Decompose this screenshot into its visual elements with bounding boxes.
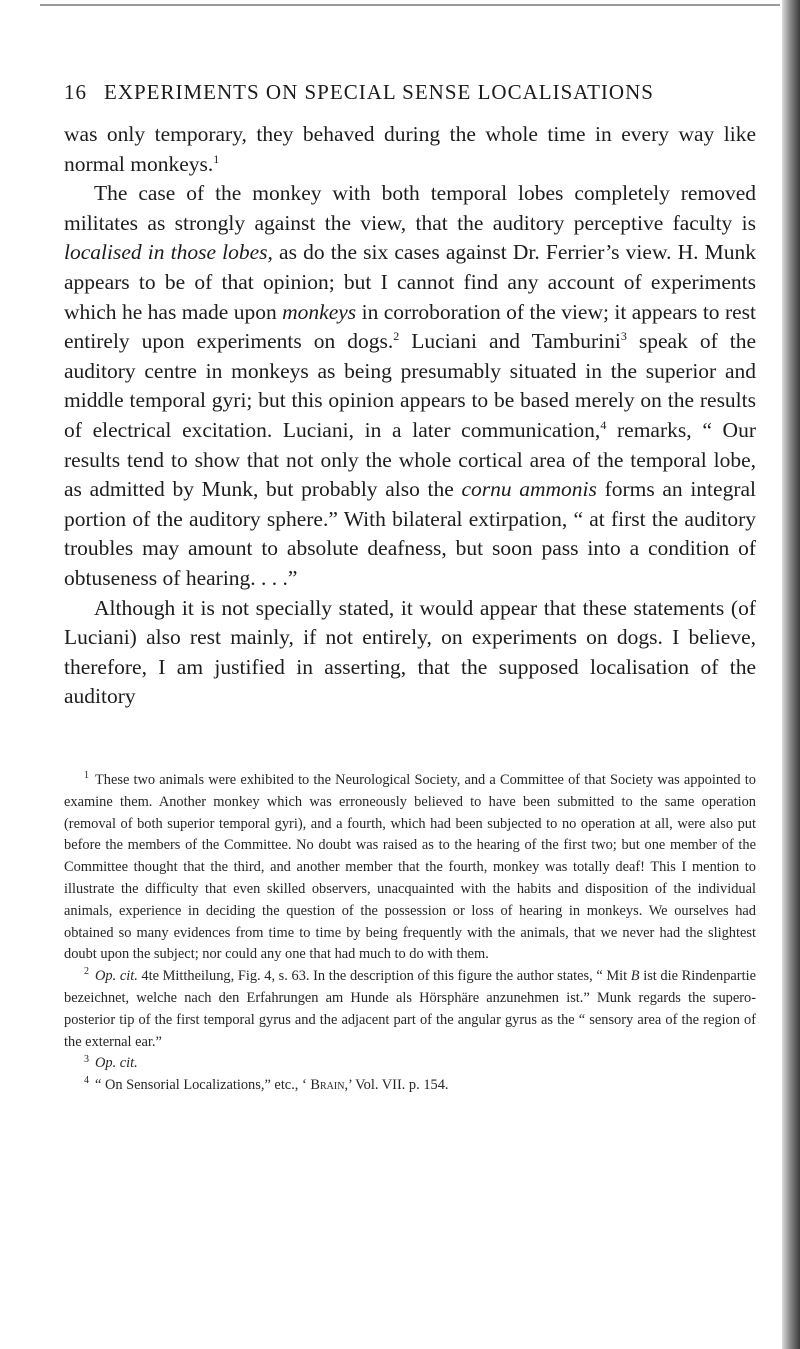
italic-run: Op. cit.	[95, 968, 138, 985]
small-caps-run: Brain	[310, 1077, 345, 1094]
italic-run: localised in those lobes,	[64, 240, 273, 265]
footnote-text: 4te Mittheilung, Fig. 4, s. 63. In the description of this figure the author states, “ Mit	[137, 968, 631, 985]
footnote-ref-3: 3	[620, 329, 627, 343]
paragraph-1	[64, 120, 756, 179]
page-header	[64, 80, 754, 116]
top-rule	[40, 4, 780, 6]
page-edge-shadow	[782, 0, 800, 1349]
text-run: Luciani and Tamburini	[399, 329, 621, 354]
text-run: as do the six cases against Dr. Ferrier’s view. H. Munk appears to be of that opinion; but I cannot find any account of experiments which he has made upon	[64, 240, 756, 324]
footnote-mark: 2	[84, 966, 89, 978]
footnote-text: ,’ Vol. VII. p. 154.	[344, 1077, 449, 1094]
footnote-ref-2: 2	[393, 329, 400, 343]
footnote-mark: 3	[84, 1053, 89, 1065]
footnote-1	[64, 770, 756, 966]
text-run: The case of the monkey with both temporal lobes completely removed militates as strongly against the view, that the auditory perceptive faculty is	[64, 181, 756, 235]
text-run: in corroboration of the view; it appears to rest entirely upon experiments on dogs.	[64, 299, 756, 354]
paragraph-2	[64, 179, 756, 593]
footnote-ref-4: 4	[600, 417, 607, 432]
footnote-text: These two animals were exhibited to the Neurological Society, and a Committee of that Society was appointed to examine them. Another monkey which was erroneously believed to have been submitted to the same operation (removal of both superior temporal gyri), and a fourth, which had been subjected to no operation at all, were also put before the members of the Committee. No doubt was raised as to the hearing of the first two; but one member of the Committee thought that the third, and another member that the fourth, monkey was totally deaf! This I mention to illustrate the difficulty that even skilled observers, unacquainted with the habits and disposition of the individual animals, experience in deciding the question of the possession or loss of hearing in monkeys. We ourselves had obtained so many evidences from time to time by being frequently with the animals, that we never had the slightest doubt upon the subject; nor could any one that had much to do with them.	[64, 772, 756, 963]
footnote-text: “ On Sensorial Localizations,” etc., ‘	[95, 1077, 311, 1094]
footnote-text: ist die Rindenpartie bezeichnet, welche nach den Erfahrungen am Hunde als Hörsphäre anzunehmen ist.” Munk regards the supero-posterior tip of the first temporal gyrus and the adjacent part of the angular gyrus as the “ sensory area of the region of the external ear.”	[64, 968, 756, 1050]
text-run: remarks, “ Our results tend to show that not only the whole cortical area of the temporal lobe, as admitted by Munk, but probably also the	[64, 417, 756, 502]
footnote-mark: 4	[84, 1075, 89, 1087]
text-run: speak of the auditory centre in monkeys as being presumably situated in the superior and middle temporal gyri; but this opinion appears to be based merely on the results of electrical excitation. Luciani, in a later communication,	[64, 329, 757, 442]
footnote-ref-1: 1	[213, 151, 220, 166]
italic-run: B	[630, 968, 640, 985]
footnote-2	[64, 966, 756, 1053]
italic-run: monkeys	[282, 299, 357, 324]
running-head: EXPERIMENTS ON SPECIAL SENSE LOCALISATIONS	[104, 80, 654, 104]
text-run: was only temporary, they behaved during the whole time in every way like normal monkeys.	[64, 122, 756, 176]
footnote-mark: 1	[84, 770, 89, 782]
body-text	[64, 120, 756, 712]
text-run: forms an integral portion of the auditory sphere.” With bilateral extirpation, “ at first the auditory troubles may amount to absolute deafness, but soon pass into a condition of obtuseness of hearing. . . .”	[64, 477, 756, 590]
footnote-3	[64, 1053, 756, 1075]
italic-run: cornu ammonis	[461, 477, 597, 502]
italic-run: Op. cit.	[95, 1055, 138, 1072]
footnote-4	[64, 1075, 756, 1097]
page-number: 16	[64, 80, 87, 104]
text-run: Although it is not specially stated, it would appear that these statements (of Luciani) also rest mainly, if not entirely, on experiments on dogs. I believe, therefore, I am justified in asserting, that the supposed localisation of the auditory	[64, 595, 756, 709]
paragraph-3	[64, 594, 756, 712]
footnotes	[64, 770, 756, 1097]
